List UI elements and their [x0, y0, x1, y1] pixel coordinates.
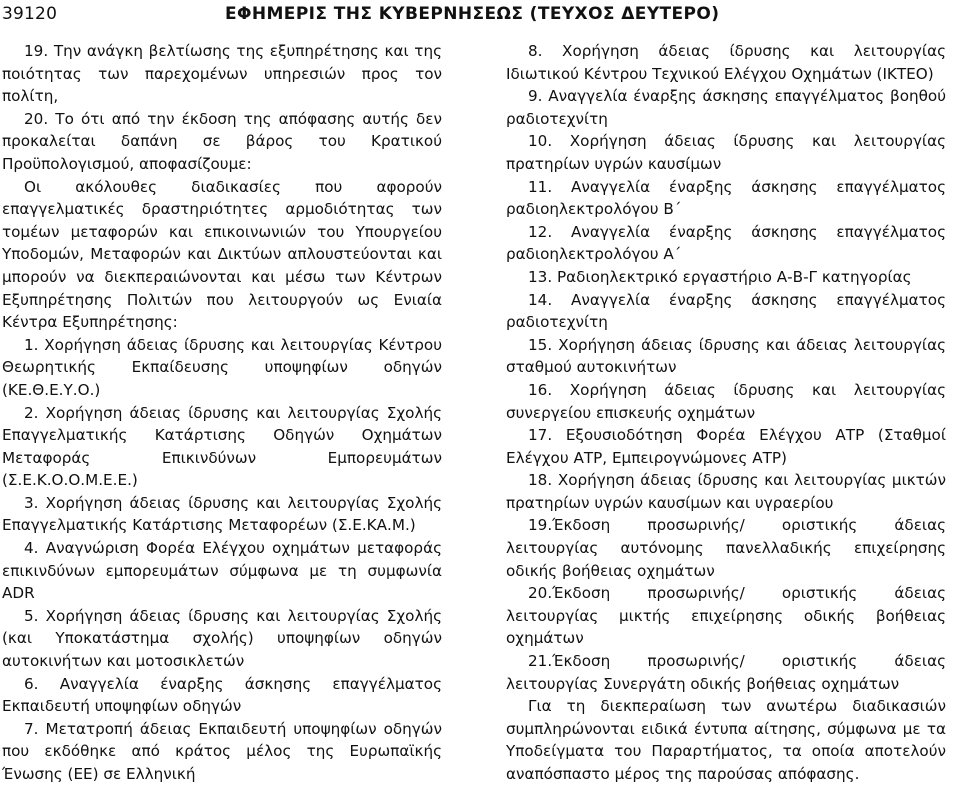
list-item-1: 1. Χορήγηση άδειας ίδρυσης και λειτουργίας Κέντρου Θεωρητικής Εκπαίδευσης υποψηφίων οδηγών (ΚΕ.Θ.Ε.Υ.Ο.): [2, 335, 442, 399]
list-item-6: 6. Αναγγελία έναρξης άσκησης επαγγέλματος Εκπαιδευτή υποψηφίων οδηγών: [2, 674, 442, 716]
list-item-12: 12. Αναγγελία έναρξης άσκησης επαγγέλματος ραδιοηλεκτρολόγου Α΄: [506, 222, 946, 264]
intro-paragraph: Οι ακόλουθες διαδικασίες που αφορούν επαγγελματικές δραστηριότητες αρμοδιότητας των τομέων μεταφορών και επικοινωνιών του Υπουργείου Υποδομών, Μεταφορών και Δικτύων απλουστεύονται και μπορούν να διεκπεραιώνονται και μέσω των Κέντρων Εξυπηρέτησης Πολιτών που λειτουργούν ως Ενιαία Κέντρα Εξυπηρέτησης:: [2, 177, 442, 332]
list-item-8: 8. Χορήγηση άδειας ίδρυσης και λειτουργίας Ιδιωτικού Κέντρου Τεχνικού Ελέγχου Οχημάτων (ΙΚΤΕΟ): [506, 42, 946, 83]
list-item-10: 10. Χορήγηση άδειας ίδρυσης και λειτουργίας πρατηρίων υγρών καυσίμων: [506, 132, 946, 173]
list-item-17: 17. Εξουσιοδότηση Φορέα Ελέγχου ΑΤΡ (Σταθμοί Ελέγχου ΑΤΡ, Εμπειρογνώμονες ΑΤΡ): [506, 426, 946, 467]
list-item-16: 16. Χορήγηση άδειας ίδρυσης και λειτουργίας συνεργείου επισκευής οχημάτων: [506, 380, 946, 422]
list-item-20: 20.Έκδοση προσωρινής/ οριστικής άδειας λειτουργίας μικτής επιχείρησης οδικής βοήθειας οχημάτων: [506, 584, 946, 648]
list-item-5: 5. Χορήγηση άδειας ίδρυσης και λειτουργίας Σχολής (και Υποκατάστημα σχολής) υποψηφίων οδηγών αυτοκινήτων και μοτοσικλετών: [2, 606, 442, 671]
list-item-7: 7. Μετατροπή άδειας Εκπαιδευτή υποψηφίων οδηγών που εκδόθηκε από κράτος μέλος της Ευρωπαϊκής Ένωσης (ΕΕ) σε Ελληνική: [2, 719, 442, 783]
closing-paragraph: Για τη διεκπεραίωση των ανωτέρω διαδικασιών συμπληρώνονται ειδικά έντυπα αίτησης, σύμφωνα με τα Υποδείγματα του Παραρτήματος, τα οποία αποτελούν αναπόσπαστο μέρος της παρούσας απόφασης.: [506, 697, 946, 783]
list-item-13: 13. Ραδιοηλεκτρικό εργαστήριο Α-Β-Γ κατηγορίας: [528, 267, 912, 286]
list-item-2: 2. Χορήγηση άδειας ίδρυσης και λειτουργίας Σχολής Επαγγελματικής Κατάρτισης Οδηγών Οχημάτων Μεταφοράς Επικινδύνων Εμπορευμάτων (Σ.Ε.Κ.Ο.Ο.Μ.Ε.Ε.): [2, 403, 442, 490]
paragraph-19: 19. Την ανάγκη βελτίωσης της εξυπηρέτησης και της ποιότητας των παρεχομένων υπηρεσιών προς τον πολίτη,: [2, 42, 442, 106]
list-item-9: 9. Αναγγελία έναρξης άσκησης επαγγέλματος βοηθού ραδιοτεχνίτη: [506, 87, 946, 128]
list-item-21: 21.Έκδοση προσωρινής/ οριστικής άδειας λειτουργίας Συνεργάτη οδικής βοήθειας οχημάτων: [506, 652, 946, 693]
right-column: [506, 40, 946, 786]
list-item-4: 4. Αναγνώριση Φορέα Ελέγχου οχημάτων μεταφοράς επικινδύνων εμπορευμάτων σύμφωνα με τη συμφωνία ADR: [2, 539, 442, 603]
page-number: 39120: [2, 4, 58, 24]
list-item-14: 14. Αναγγελία έναρξης άσκησης επαγγέλματος ραδιοτεχνίτη: [506, 290, 946, 332]
page-header: [0, 0, 960, 34]
list-item-15: 15. Χορήγηση άδειας ίδρυσης και άδειας λειτουργίας σταθμού αυτοκινήτων: [506, 335, 946, 377]
list-item-18: 18. Χορήγηση άδειας ίδρυσης και λειτουργίας μικτών πρατηρίων υγρών καυσίμων και υγραερίου: [506, 471, 946, 512]
gazette-title: ΕΦΗΜΕΡΙΣ ΤΗΣ ΚΥΒΕΡΝΗΣΕΩΣ (ΤΕΥΧΟΣ ΔΕΥΤΕΡΟ): [225, 4, 720, 24]
list-item-11: 11. Αναγγελία έναρξης άσκησης επαγγέλματος ραδιοηλεκτρολόγου Β΄: [506, 177, 946, 219]
list-item-3: 3. Χορήγηση άδειας ίδρυσης και λειτουργίας Σχολής Επαγγελματικής Κατάρτισης Μεταφορέων (Σ.Ε.ΚΑ.Μ.): [2, 493, 442, 535]
paragraph-20: 20. Το ότι από την έκδοση της απόφασης αυτής δεν προκαλείται δαπάνη σε βάρος του Κρατικού Προϋπολογισμού, αποφασίζουμε:: [2, 109, 442, 173]
list-item-19: 19.Έκδοση προσωρινής/ οριστικής άδειας λειτουργίας αυτόνομης πανελλαδικής επιχείρησης οδικής βοήθειας οχημάτων: [506, 516, 946, 580]
left-column: [2, 40, 442, 786]
